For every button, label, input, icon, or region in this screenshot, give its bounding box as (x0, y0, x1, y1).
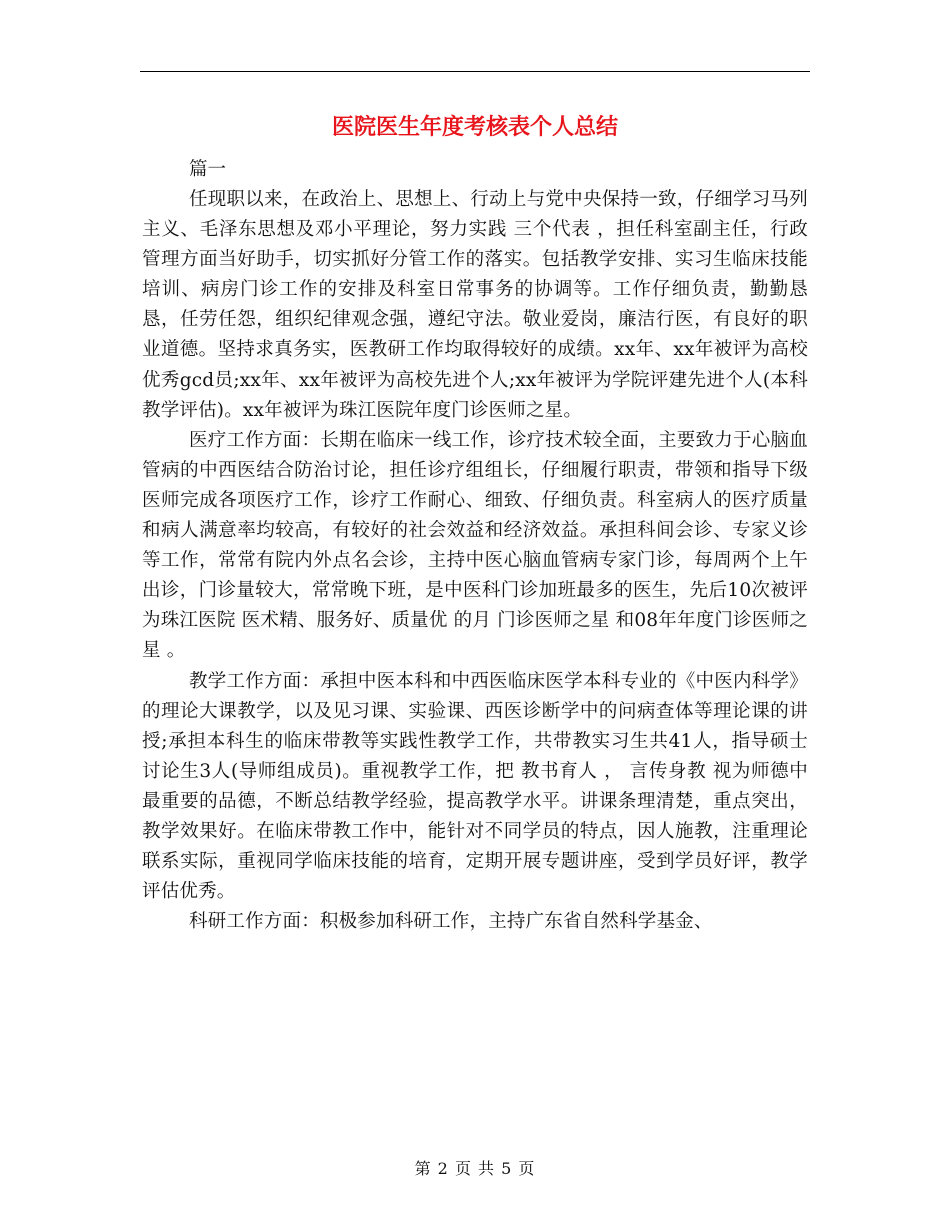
document-body (142, 155, 808, 937)
document-title: 医院医生年度考核表个人总结 (331, 115, 618, 140)
paragraph-intro: 任现职以来，在政治上、思想上、行动上与党中央保持一致，仔细学习马列主义、毛泽东思想及邓小平理论，努力实践 三个代表 ，担任科室副主任，行政管理方面当好助手，切实抓好分管工作的落实。包括教学安排、实习生临床技能培训、病房门诊工作的安排及科室日常事务的协调等。工作仔细负责，勤勤恳恳，任劳任怨，组织纪律观念强，遵纪守法。敬业爱岗，廉洁行医，有良好的职业道德。坚持求真务实，医教研工作均取得较好的成绩。xx年、xx年被评为高校优秀gcd员;xx年、xx年被评为高校先进个人;xx年被评为学院评建先进个人(本科教学评估)。xx年被评为珠江医院年度门诊医师之星。 (142, 189, 808, 421)
page-number-footer: 第 2 页 共 5 页 (414, 1159, 536, 1178)
paragraph-medical-work: 医疗工作方面：长期在临床一线工作，诊疗技术较全面，主要致力于心脑血管病的中西医结合防治讨论，担任诊疗组组长，仔细履行职责，带领和指导下级医师完成各项医疗工作，诊疗工作耐心、细致、仔细负责。科室病人的医疗质量和病人满意率均较高，有较好的社会效益和经济效益。承担科间会诊、专家义诊等工作，常常有院内外点名会诊，主持中医心脑血管病专家门诊，每周两个上午出诊，门诊量较大，常常晚下班，是中医科门诊加班最多的医生，先后10次被评为珠江医院 医术精、服务好、质量优 的月 门诊医师之星 和08年年度门诊医师之星 。 (142, 429, 808, 662)
section-label: 篇一 (189, 159, 227, 180)
header-rule (140, 71, 810, 72)
paragraph-teaching-work: 教学工作方面：承担中医本科和中西医临床医学本科专业的《中医内科学》的理论大课教学，以及见习课、实验课、西医诊断学中的问病查体等理论课的讲授;承担本科生的临床带教等实践性教学工作，共带教实习生共41人，指导硕士讨论生3人(导师组成员)。重视教学工作，把 教书育人 ， 言传身教 视为师德中最重要的品德，不断总结教学经验，提高教学水平。讲课条理清楚，重点突出，教学效果好。在临床带教工作中，能针对不同学员的特点，因人施教，注重理论联系实际，重视同学临床技能的培育，定期开展专题讲座，受到学员好评，教学评估优秀。 (142, 670, 808, 903)
paragraph-research-work: 科研工作方面：积极参加科研工作，主持广东省自然科学基金、 (189, 911, 713, 933)
